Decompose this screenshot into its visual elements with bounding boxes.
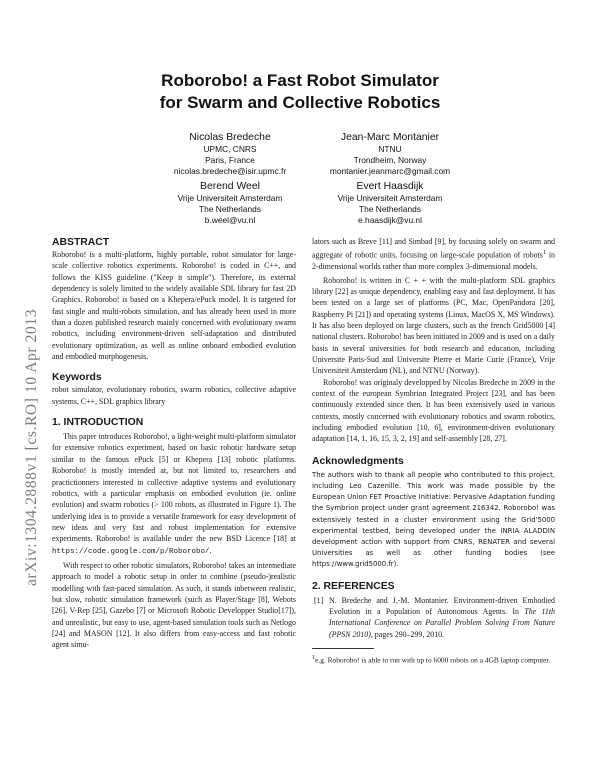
footnote-text: e.g. Roborobo! is able to run with up to 6000 robots on a 4GB laptop computer. [315, 655, 551, 665]
reference-text-b: , pages 290–299, 2010. [370, 629, 445, 639]
right-text-a: lators such as Breve [11] and Simbad [9], by focusing solely on swarm and aggregate of robotic units, focusing on large-scale population of robots [312, 237, 555, 260]
right-paragraph-1: Roborobo! is written in C + + with the multi-platform SDL graphics library [22] as unique dependency, enabling easy and fast deployment. It has been tested on a large set of platforms (PC, Mac, OpenPandora [20], Raspberry Pi [21]) and operating systems (Linux, MacOS X, MS Windows). It has also been deployed on large clusters, such as the french Grid5000 [4] national clusters. Roborobo! has been initiated in 2009 and is used on a daily basis in several universities for both research and education, including Universite Paris-Sud and Universite Pierre et Marie Curie (France), Vrije Universiteit Amsterdam (NL), and NTNU (Norway). [312, 275, 555, 376]
abstract-text: Roborobo! is a multi-platform, highly portable, robot simulator for large-scale collective robotics experiments. Roborobo! is coded in C++, and follows the KISS guideline ("Keep it simple"). Therefore, its external dependency is solely limited to the widely available SDL library for fast 2D Graphics. Roborobo! is based on a Khepera/ePuck model. It is targeted for fast single and multi-robots simulation, and has already been used in more than a dozen published research mainly concerned with evolutionary swarm robotics, including environment-driven self-adaptation and distributed evolutionary optimization, as well as online onboard embodied evolution and embodied morphogenesis. [52, 250, 296, 362]
right-text-b: in 2-dimensional worlds rather than more complex 3-dimensional models. [312, 250, 555, 272]
title-line-2: for Swarm and Collective Robotics [159, 93, 441, 112]
author-name: Evert Haasdijk [356, 181, 424, 192]
acknowledgments-text: The authors wish to thank all people who contributed to this project, including Leo Cazenille. This work was made possible by the European Union FET Proactive Initiative: Pervasive Adaptation funding the Symbrion project under grant agreement 216342. Roborobo! was extensively tested in a cluster environment using the Grid'5000 experimental testbed, being developed under the INRIA ALADDIN development action with support from CNRS, RENATER and several Universities as well as other funding bodies (see https://www.grid5000.fr). [312, 470, 555, 569]
author-affiliation: Vrije Universiteit Amsterdam [177, 193, 283, 203]
author-email: e.haasdijk@vu.nl [358, 215, 422, 225]
author-location: The Netherlands [199, 204, 261, 214]
introduction-heading: 1. INTRODUCTION [52, 417, 144, 429]
reference-number: [1] [314, 595, 324, 605]
title-line-1: Roborobo! a Fast Robot Simulator [161, 71, 439, 90]
intro-period: . [209, 545, 212, 555]
left-column [52, 236, 296, 651]
author-name: Berend Weel [200, 181, 260, 192]
author-name: Nicolas Bredeche [189, 132, 271, 143]
abstract-heading: ABSTRACT [52, 237, 110, 248]
author-affiliation: Vrije Universiteit Amsterdam [337, 193, 443, 203]
author-block-2 [305, 131, 475, 177]
references-heading: 2. REFERENCES [312, 580, 395, 592]
keywords-heading: Keywords [52, 372, 102, 384]
right-column [312, 236, 555, 666]
footnote [312, 653, 555, 666]
intro-paragraph-2: With respect to other robotic simulators, Roborobo! takes an intermediate approach to model a robotic setup in order to combine (pseudo-)realistic modelling with fast-paced simulation. As such, it stands inbetween realistic, but slow, robotic simulation framework (such as Player/Stage [8], Webots [26], V-Rep [25], Gazebo [7] or Microsoft Robotic Developper Studio[17]), and unrealistic, but easy to use, agent-based simulation tools such as Netlogo [24] and MASON [12]. It also differs from easy-access and fast robotic agent simu- [52, 560, 296, 650]
author-location: Paris, France [205, 155, 255, 165]
author-email: montanier.jeanmarc@gmail.com [329, 166, 451, 176]
author-affiliation: NTNU [378, 144, 402, 154]
project-url-link[interactable]: https://code.google.com/p/Roborobo/ [52, 547, 210, 556]
author-block-4 [305, 180, 475, 226]
right-paragraph-0 [312, 236, 555, 273]
paper-title [0, 70, 600, 114]
footnote-marker: 1 [542, 249, 547, 257]
author-name: Jean-Marc Montanier [340, 132, 440, 143]
author-block-1 [150, 131, 310, 177]
author-email: nicolas.bredeche@isir.upmc.fr [173, 166, 287, 176]
footnote-rule [312, 648, 374, 649]
author-affiliation: UPMC, CNRS [203, 144, 257, 154]
reference-venue: The 11th International Conference on Parallel Problem Solving From Nature (PPSN 2010) [329, 606, 555, 639]
intro-paragraph-1 [52, 431, 296, 558]
intro-text: This paper introduces Roborobo!, a light-weight multi-platform simulator for extensive robotics experiment, based on basic robotic hardware setup similar to the famous ePuck [5] or Khepera [13] robotic platforms. Roborobo! is mostly intended at, but not limited to, researchers and practictionners interested in collective adaptive systems and evolutionary robotics, with a particular emphasis on embodied evolution (ie. online evolution) and swarm robotics (> 100 robots, as illustrated in Figure 1). The underlying idea is to provide a versatile framework for easy development of new ideas and very fast and robust implementation for extensive experiments. Roborobo! is available under the new BSD Licence [18] at [52, 432, 296, 544]
author-block-3 [150, 180, 310, 226]
author-location: Trondheim, Norway [353, 155, 427, 165]
right-paragraph-2: Roborobo! was originaly developped by Nicolas Bredeche in 2009 in the context of the european Symbrion Integrated Project [23], and has been continuously extended since then. It has been extensively used in various contexts, mostly concerned with evolutionary robotics and swarm robotics, including embodied evolution [10, 6], environment-driven evolutionary adaptation [14, 1, 16, 15, 3, 2, 19] and self-assembly [28, 27]. [312, 377, 555, 444]
reference-text-a: N. Bredeche and J.-M. Montanier. Environment-driven Embodied Evolution in a Population of Autonomous Agents. In [329, 595, 555, 616]
keywords-text: robot simulator, evolutionary robotics, swarm robotics, collective adaptive systems, C++, SDL graphics library [52, 385, 296, 406]
author-email: b.weel@vu.nl [204, 215, 256, 225]
footnote-number: 1 [312, 655, 316, 662]
reference-item [312, 595, 555, 640]
author-location: The Netherlands [359, 204, 421, 214]
arxiv-stamp: arXiv:1304.2888v1 [cs.RO] 10 Apr 2013 [23, 308, 40, 586]
acknowledgments-heading: Acknowledgments [312, 455, 404, 467]
